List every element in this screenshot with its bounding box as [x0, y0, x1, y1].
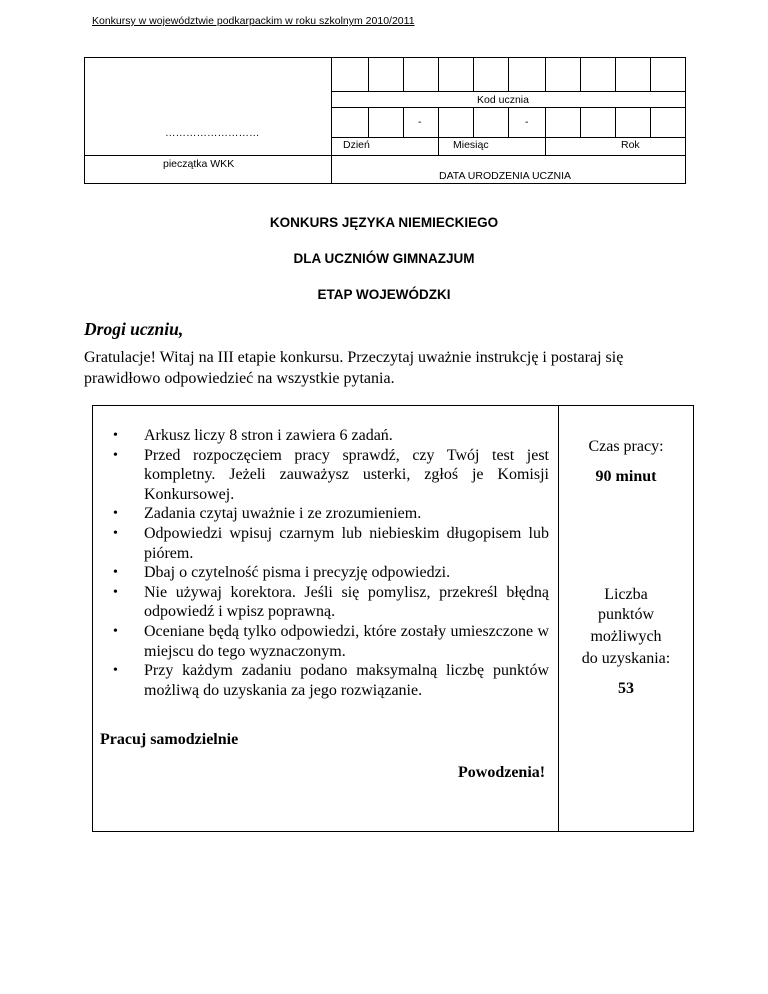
list-item: • Przed rozpoczęciem pracy sprawdź, czy Twój test jest kompletny. Jeżeli zauważysz usterki, zgłoś je Komisji Konkursowej.: [108, 446, 549, 505]
intro-text: Gratulacje! Witaj na III etapie konkursu. Przeczytaj uważnie instrukcję i postaraj się prawidłowo odpowiedzieć na wszystkie pytania.: [84, 349, 624, 387]
contest-stage: ETAP WOJEWÓDZKI: [317, 287, 451, 302]
list-item: • Zadania czytaj uważnie i ze zrozumieniem.: [108, 504, 549, 524]
stamp-placeholder: ………………………: [165, 127, 260, 139]
list-item: • Przy każdym zadaniu podano maksymalną liczbę punktów możliwą do uzyskania za jego rozwiązanie.: [108, 661, 549, 700]
points-label-line4: do uzyskania:: [581, 650, 671, 667]
points-label-line2: punktów: [598, 606, 654, 623]
list-item: • Odpowiedzi wpisuj czarnym lub niebieskim długopisem lub piórem.: [108, 524, 549, 563]
list-item: • Nie używaj korektora. Jeśli się pomylisz, przekreśl błędną odpowiedź i wpisz poprawną.: [108, 583, 549, 622]
points-label-line3: możliwych: [590, 628, 662, 645]
date-separator: -: [418, 116, 422, 128]
student-info-table: [84, 57, 686, 184]
list-item: • Dbaj o czytelność pisma i precyzję odpowiedzi.: [108, 563, 549, 583]
day-label: Dzień: [343, 139, 370, 151]
month-label: Miesiąc: [453, 139, 489, 151]
contest-title: KONKURS JĘZYKA NIEMIECKIEGO: [269, 215, 499, 230]
stamp-label: pieczątka WKK: [163, 158, 235, 170]
rules-list: [108, 426, 549, 700]
greeting: Drogi uczniu,: [84, 319, 184, 339]
date-separator: -: [525, 116, 529, 128]
list-item: • Oceniane będą tylko odpowiedzi, które zostały umieszczone w miejscu do tego wyznaczonym.: [108, 622, 549, 661]
birth-date-label: DATA URODZENIA UCZNIA: [439, 170, 572, 182]
points-value: 53: [618, 680, 634, 697]
year-label: Rok: [621, 139, 640, 151]
time-label: Czas pracy:: [588, 438, 664, 455]
contest-audience: DLA UCZNIÓW GIMNAZJUM: [293, 251, 475, 266]
list-item: • Arkusz liczy 8 stron i zawiera 6 zadań.: [108, 426, 549, 446]
work-alone-note: Pracuj samodzielnie: [100, 731, 239, 748]
student-code-label: Kod ucznia: [477, 94, 529, 106]
good-luck-note: Powodzenia!: [458, 764, 546, 781]
points-label-line1: Liczba: [604, 586, 648, 603]
running-header: Konkursy w województwie podkarpackim w roku szkolnym 2010/2011: [92, 15, 415, 27]
time-value: 90 minut: [595, 468, 657, 485]
